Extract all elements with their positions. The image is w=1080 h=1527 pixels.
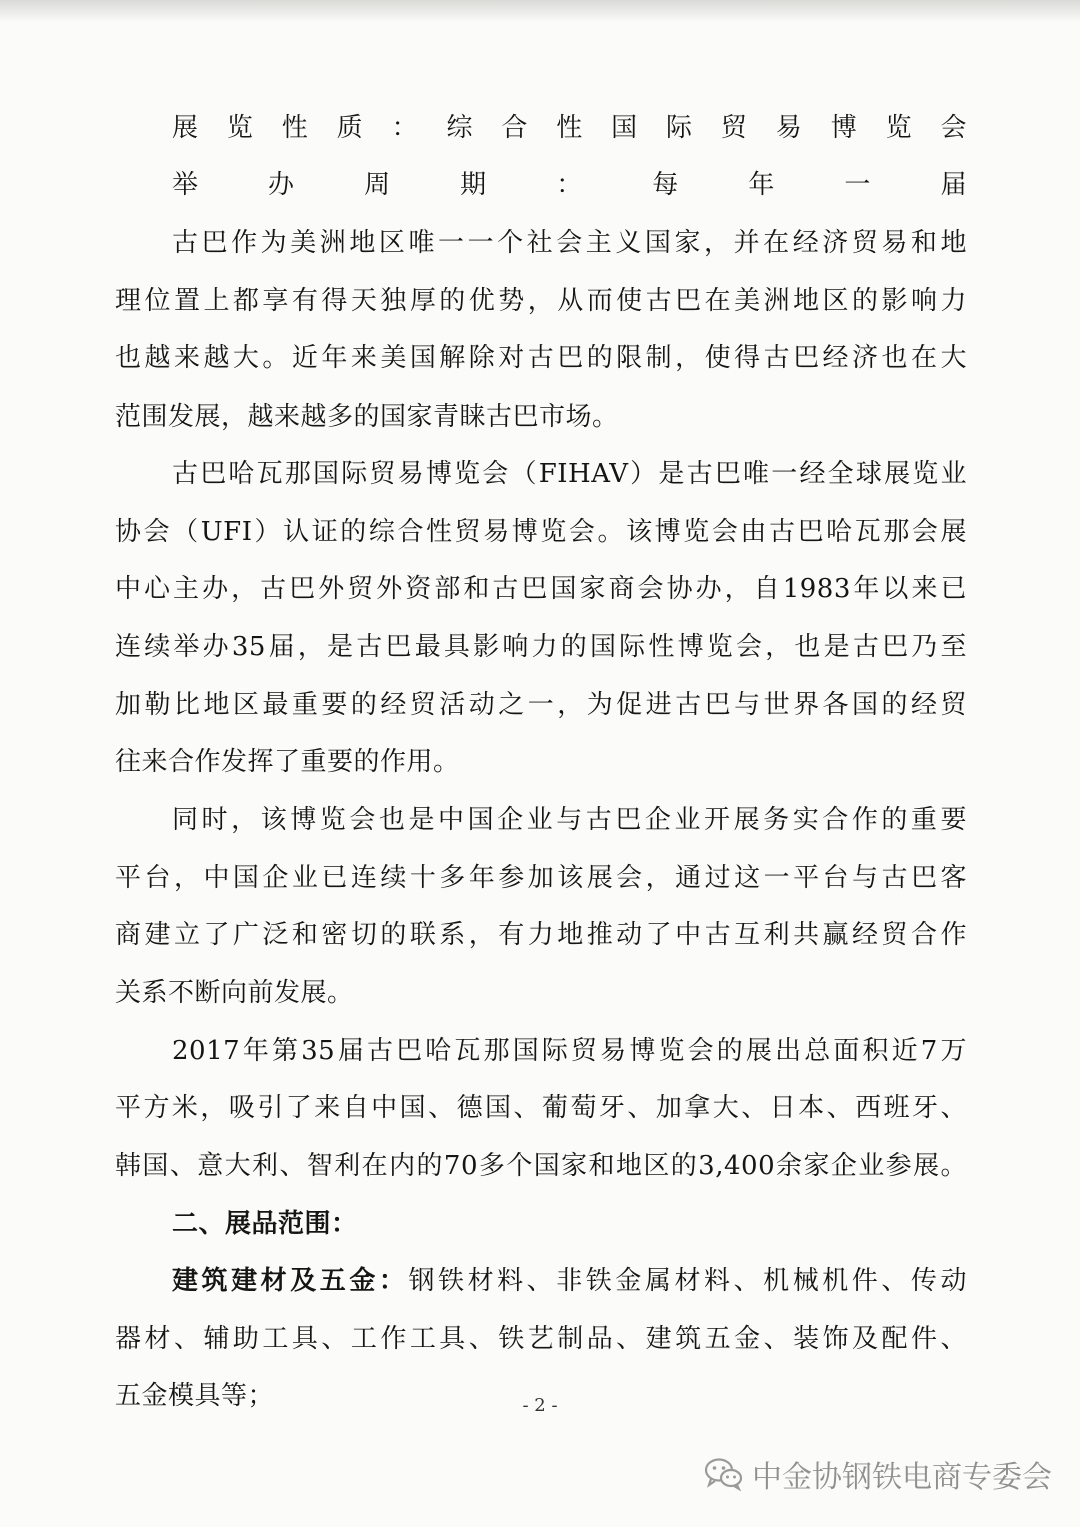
paragraph-line: 协会（UFI）认证的综合性贸易博览会。该博览会由古巴哈瓦那会展 bbox=[115, 517, 967, 547]
paragraph-line: 理位置上都享有得天独厚的优势，从而使古巴在美洲地区的影响力 bbox=[115, 286, 967, 316]
paragraph-line: 五金模具等； bbox=[115, 1381, 275, 1411]
paragraph-line: 加勒比地区最重要的经贸活动之一，为促进古巴与世界各国的经贸 bbox=[115, 690, 967, 720]
paragraph-line bbox=[172, 1261, 967, 1301]
paragraph-line: 韩国、意大利、智利在内的70多个国家和地区的3,400余家企业参展。 bbox=[115, 1151, 967, 1181]
paragraph-line: 平台，中国企业已连续十多年参加该展会，通过这一平台与古巴客 bbox=[115, 863, 967, 893]
category-items: 钢铁材料、非铁金属材料、机械机件、传动 bbox=[408, 1266, 967, 1296]
paragraph-line: 器材、辅助工具、工作工具、铁艺制品、建筑五金、装饰及配件、 bbox=[115, 1324, 967, 1354]
wechat-icon bbox=[704, 1457, 744, 1491]
paragraph-line: 关系不断向前发展。 bbox=[115, 978, 354, 1008]
category-label: 建筑建材及五金： bbox=[172, 1266, 409, 1296]
page-number: - 2 - bbox=[522, 1395, 558, 1416]
paragraph-line: 也越来越大。近年来美国解除对古巴的限制，使得古巴经济也在大 bbox=[115, 343, 967, 373]
paragraph-line: 古巴哈瓦那国际贸易博览会（FIHAV）是古巴唯一经全球展览业 bbox=[172, 459, 967, 489]
paragraph-line: 范围发展，越来越多的国家青睐古巴市场。 bbox=[115, 402, 619, 432]
section-heading: 二、展品范围： bbox=[172, 1209, 358, 1239]
paragraph-line: 往来合作发挥了重要的作用。 bbox=[115, 747, 460, 777]
field-frequency: 举办周期：每年一届 bbox=[172, 170, 967, 200]
watermark-text: 中金协钢铁电商专委会 bbox=[752, 1460, 1052, 1495]
watermark bbox=[704, 1452, 1052, 1496]
paragraph-line: 古巴作为美洲地区唯一一个社会主义国家，并在经济贸易和地 bbox=[172, 228, 967, 258]
paragraph-line: 同时，该博览会也是中国企业与古巴企业开展务实合作的重要 bbox=[172, 805, 967, 835]
paragraph-line: 连续举办35届，是古巴最具影响力的国际性博览会，也是古巴乃至 bbox=[115, 632, 967, 662]
paragraph-line: 商建立了广泛和密切的联系，有力地推动了中古互利共赢经贸合作 bbox=[115, 920, 967, 950]
paragraph-line: 2017年第35届古巴哈瓦那国际贸易博览会的展出总面积近7万 bbox=[172, 1036, 967, 1066]
scan-shadow bbox=[0, 0, 1080, 22]
paragraph-line: 中心主办，古巴外贸外资部和古巴国家商会协办，自1983年以来已 bbox=[115, 574, 967, 604]
field-exhibition-nature: 展览性质：综合性国际贸易博览会 bbox=[172, 113, 967, 143]
paragraph-line: 平方米，吸引了来自中国、德国、葡萄牙、加拿大、日本、西班牙、 bbox=[115, 1093, 967, 1123]
